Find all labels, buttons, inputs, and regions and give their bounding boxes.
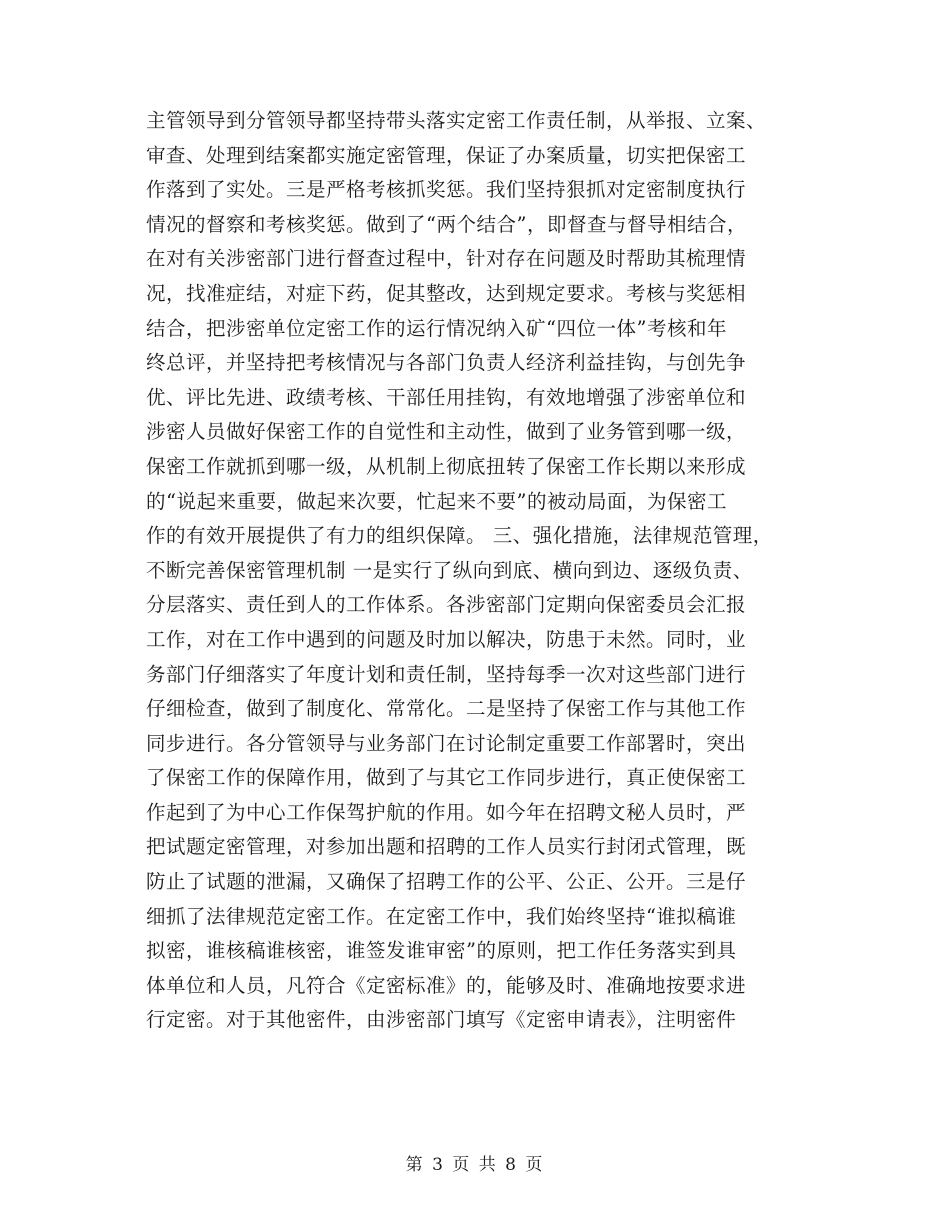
text-line: 情况的督察和考核奖惩。做到了“两个结合”，即督查与督导相结合， <box>146 212 747 236</box>
text-line: 防止了试题的泄漏，又确保了招聘工作的公平、公正、公开。三是仔 <box>146 870 747 894</box>
text-line: 把试题定密管理，对参加出题和招聘的工作人员实行封闭式管理，既 <box>146 835 747 859</box>
text-line: 了保密工作的保障作用，做到了与其它工作同步进行，真正使保密工 <box>146 766 747 790</box>
text-line: 作的有效开展提供了有力的组织保障。 三、强化措施，法律规范管理， <box>146 524 773 548</box>
text-line: 终总评，并坚持把考核情况与各部门负责人经济利益挂钩，与创先争 <box>146 351 747 375</box>
text-line: 不断完善保密管理机制 一是实行了纵向到底、横向到边、逐级负责、 <box>146 558 753 582</box>
text-line: 的“说起来重要，做起来次要，忙起来不要”的被动局面，为保密工 <box>146 489 727 513</box>
text-line: 拟密，谁核稿谁核密，谁签发谁审密”的原则，把工作任务落实到具 <box>146 939 737 963</box>
text-line: 工作，对在工作中遇到的问题及时加以解决，防患于未然。同时，业 <box>146 627 747 651</box>
text-line: 体单位和人员，凡符合《定密标准》的，能够及时、准确地按要求进 <box>146 973 747 997</box>
text-line: 保密工作就抓到哪一级，从机制上彻底扭转了保密工作长期以来形成 <box>146 454 747 478</box>
text-line: 作起到了为中心工作保驾护航的作用。如今年在招聘文秘人员时，严 <box>146 800 747 824</box>
text-line: 作落到了实处。三是严格考核抓奖惩。我们坚持狠抓对定密制度执行 <box>146 178 747 202</box>
text-line: 审查、处理到结案都实施定密管理，保证了办案质量，切实把保密工 <box>146 143 747 167</box>
text-line: 仔细检查，做到了制度化、常常化。二是坚持了保密工作与其他工作 <box>146 697 747 721</box>
text-line: 同步进行。各分管领导与业务部门在讨论制定重要工作部署时，突出 <box>146 731 747 755</box>
text-line: 务部门仔细落实了年度计划和责任制，坚持每季一次对这些部门进行 <box>146 662 747 686</box>
text-line: 细抓了法律规范定密工作。在定密工作中，我们始终坚持“谁拟稿谁 <box>146 904 737 928</box>
text-line: 涉密人员做好保密工作的自觉性和主动性，做到了业务管到哪一级， <box>146 420 747 444</box>
text-line: 优、评比先进、政绩考核、干部任用挂钩，有效地增强了涉密单位和 <box>146 385 747 409</box>
text-line: 结合，把涉密单位定密工作的运行情况纳入矿“四位一体”考核和年 <box>146 316 727 340</box>
body-text <box>146 104 816 1038</box>
text-line: 主管领导到分管领导都坚持带头落实定密工作责任制，从举报、立案、 <box>146 109 767 132</box>
text-line: 况，找准症结，对症下药，促其整改，达到规定要求。考核与奖惩相 <box>146 281 747 305</box>
text-line: 在对有关涉密部门进行督查过程中，针对存在问题及时帮助其梳理情 <box>146 247 747 271</box>
text-line: 行定密。对于其他密件，由涉密部门填写《定密申请表》，注明密件 <box>146 1008 737 1032</box>
page-footer: 第 3 页 共 8 页 <box>405 1155 545 1175</box>
text-line: 分层落实、责任到人的工作体系。各涉密部门定期向保密委员会汇报 <box>146 593 747 617</box>
